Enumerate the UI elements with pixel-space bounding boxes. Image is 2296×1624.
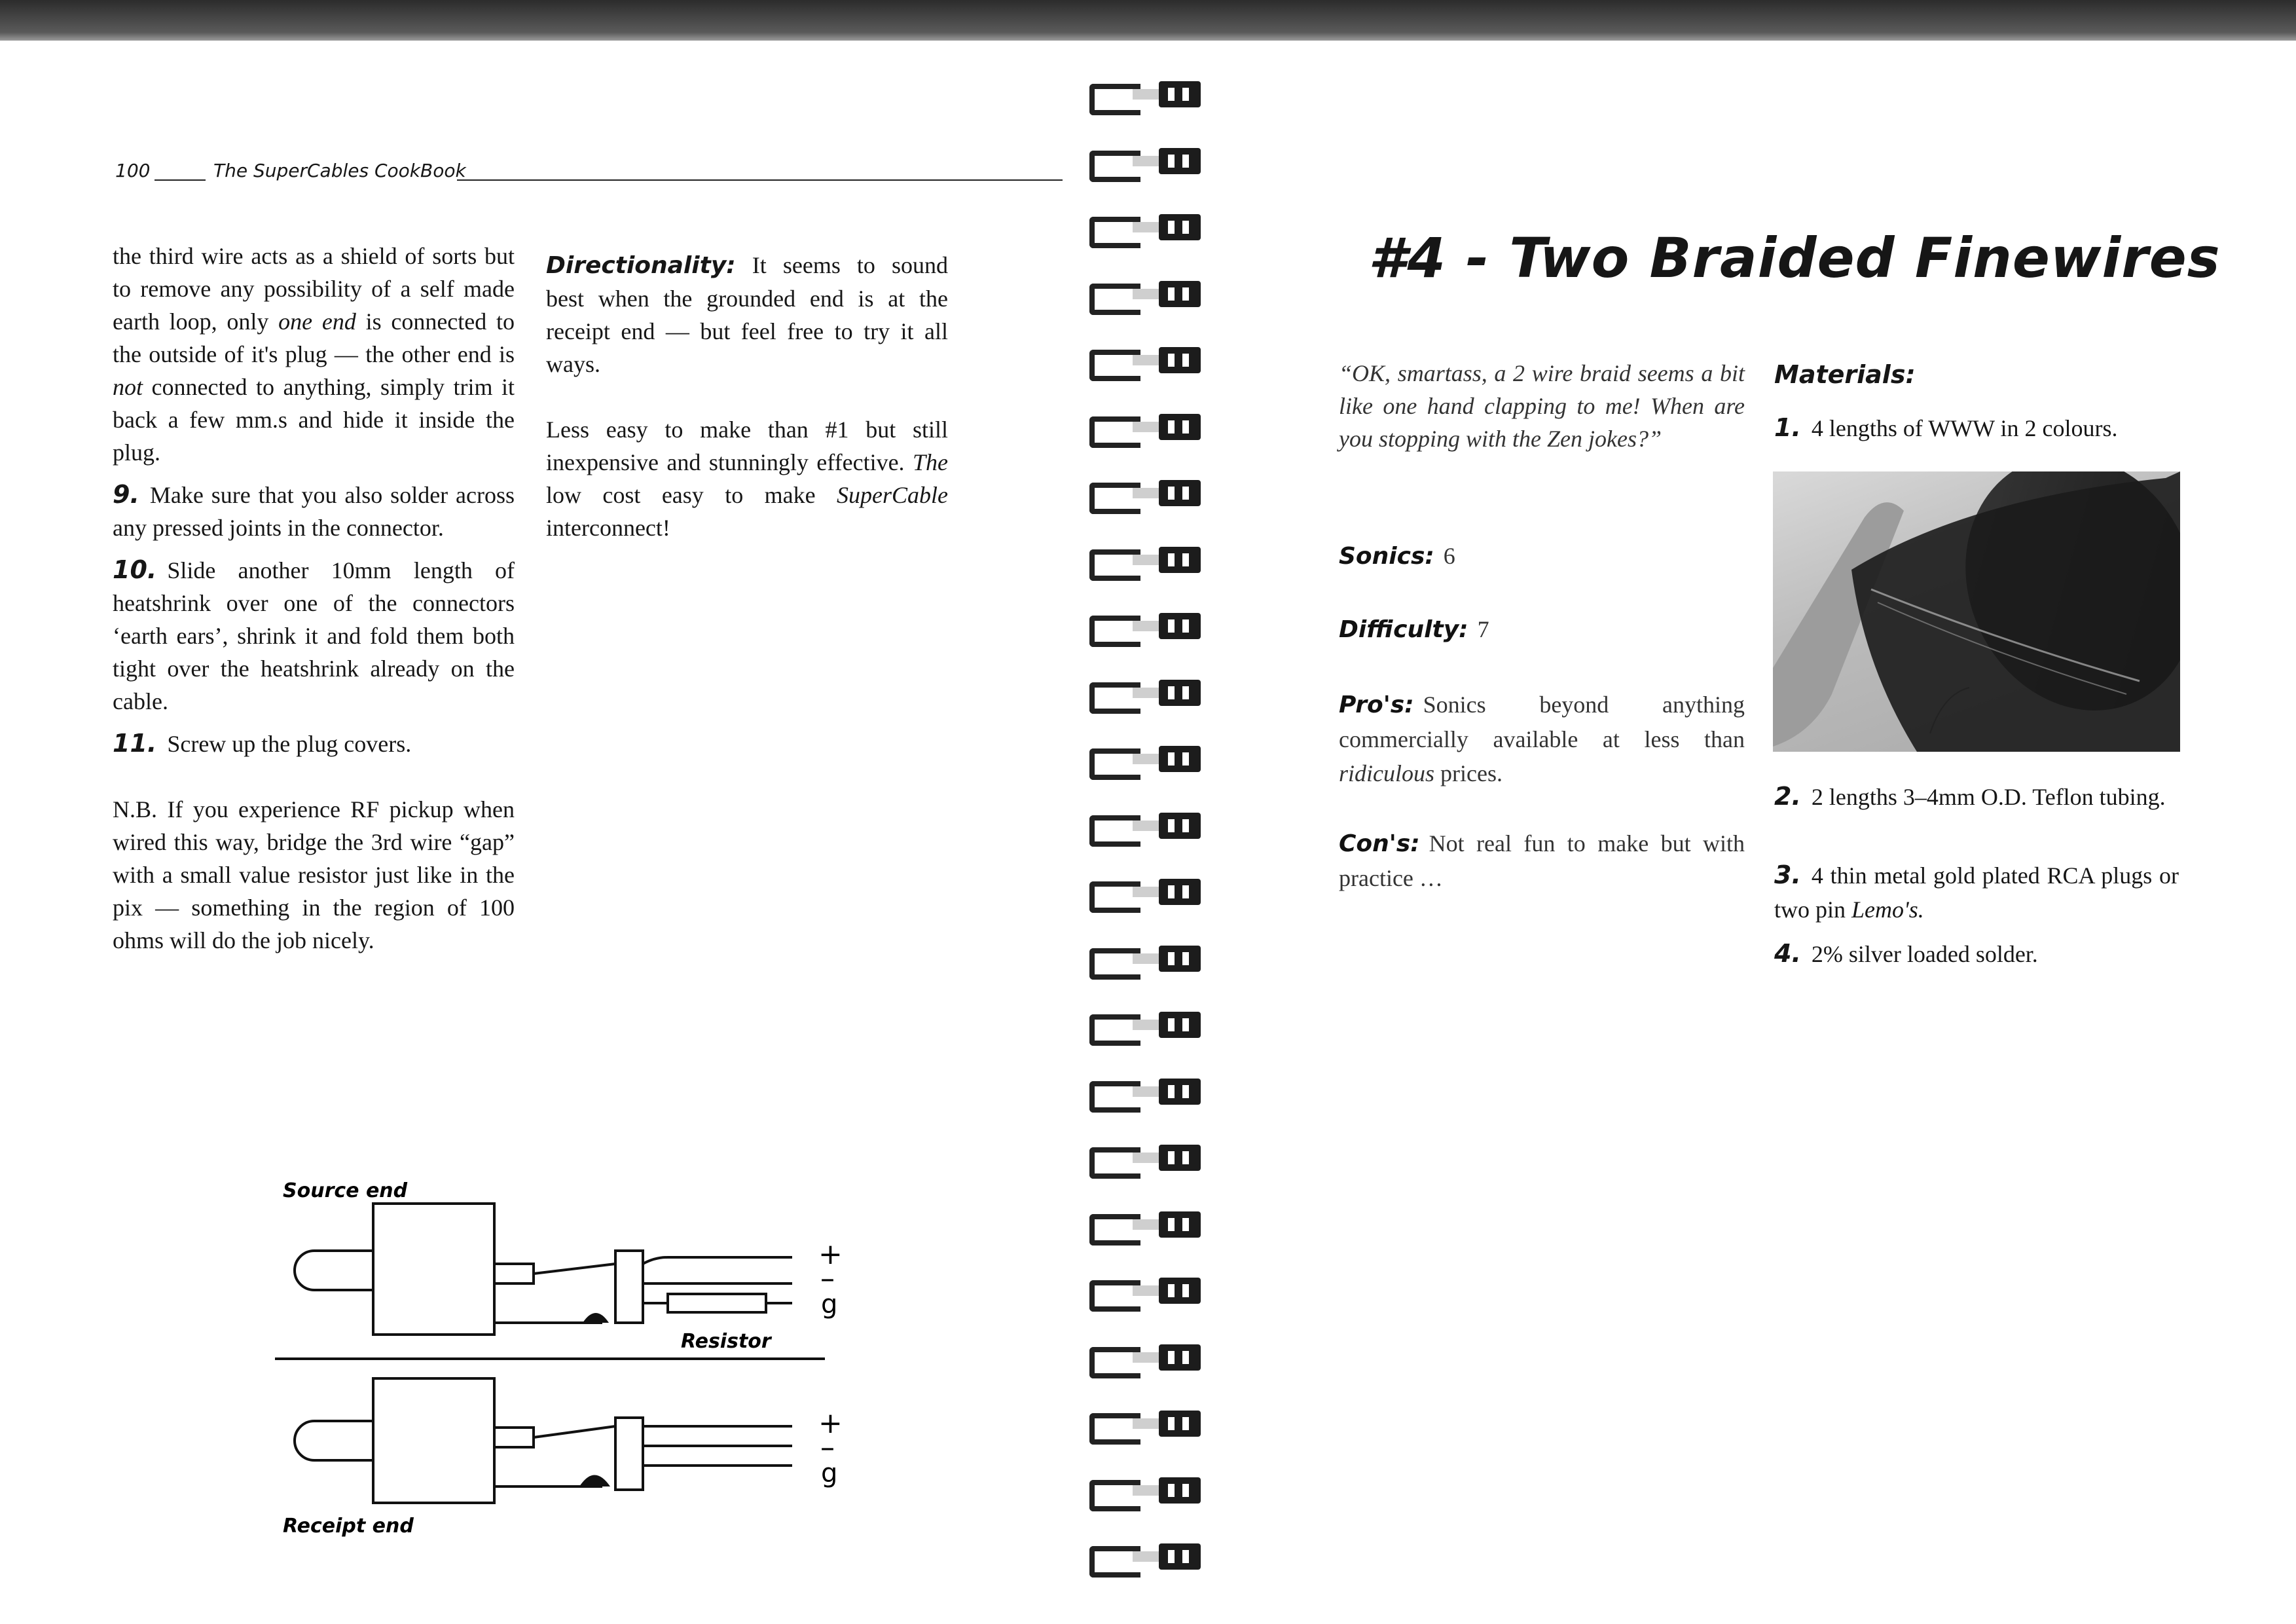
binding-loop [1087,743,1208,775]
binding-loop [1087,1142,1208,1173]
wiring-diagram [275,1166,864,1545]
directionality-paragraph: Directionality: It seems to sound best when the grounded end is at the receipt end — but feel free to try it all ways. [546,252,949,377]
binding-loop [1087,1275,1208,1306]
source-plug [295,1204,792,1335]
materials-heading: Materials: [1774,360,1916,389]
receipt-end-label: Receipt end [283,1515,414,1538]
resistor-symbol [668,1294,766,1312]
material-3: 3. 4 thin metal gold plated RCA plugs or two pin Lemo's. [1774,860,2179,923]
source-end-label: Source end [283,1179,408,1202]
recipe-title: #4 - Two Braided Finewires [1368,226,2221,290]
step-10: 10. Slide another 10mm length of heatshrink over one of the connectors ‘earth ears’, shrink it and fold them both tight over the heatshrink already on the cable. [113,555,515,714]
pros-paragraph: Pro's: Sonics beyond anything commercially available at less than ridiculous prices. [1339,692,1745,786]
binding-loop [1087,278,1208,310]
g-symbol-bottom: g [821,1458,838,1488]
minus-symbol-top: – [820,1262,835,1295]
paragraph-shield: the third wire acts as a shield of sorts but to remove any possibility of a self made earth loop, only one end is connected to the outside of it's plug — the other end is not connected to anything, simply trim it back a few mm.s and hide it inside the plug. [113,243,515,466]
binding-loop [1087,677,1208,709]
binding-loop [1087,79,1208,110]
sonics-value: 6 [1443,543,1455,569]
binding-loop [1087,477,1208,509]
resistor-label: Resistor [681,1330,771,1353]
spiral-binding [1087,79,1208,1624]
binding-loop [1087,810,1208,841]
summary-paragraph: Less easy to make than #1 but still inexpensive and stunningly effective. The low cost easy to make SuperCable interconnect! [546,416,948,541]
plus-symbol-bottom: + [818,1407,843,1440]
plus-symbol-top: + [818,1238,843,1271]
step-9: 9. Make sure that you also solder across any pressed joints in the connector. [113,480,515,541]
difficulty-rating [1339,612,1745,647]
binding-loop [1087,344,1208,376]
material-1: 1. 4 lengths of WWW in 2 colours. [1774,413,2118,442]
difficulty-value: 7 [1477,616,1489,642]
binding-loop [1087,1541,1208,1572]
book-title: The SuperCables CookBook [213,160,466,181]
running-header [115,160,948,186]
binding-loop [1087,1009,1208,1041]
pros-label: Pro's: [1339,692,1414,718]
material-2: 2. 2 lengths 3–4mm O.D. Teflon tubing. [1774,782,2166,811]
minus-symbol-bottom: – [820,1431,835,1464]
left-column-1 [113,240,515,957]
binding-loop [1087,943,1208,974]
left-column-2 [546,249,948,544]
header-rule-short [155,179,206,181]
binding-loop [1087,145,1208,177]
page-number: 100 [115,160,151,181]
binding-loop [1087,1408,1208,1439]
step-11: 11. Screw up the plug covers. [113,729,412,758]
binding-loop [1087,1076,1208,1107]
wire-spool-photo [1773,471,2180,752]
sonics-rating [1339,539,1745,574]
g-symbol-top: g [821,1289,838,1320]
binding-loop [1087,212,1208,243]
binding-loop [1087,876,1208,908]
cons-label: Con's: [1339,830,1420,857]
scan-top-edge [0,0,2296,41]
binding-loop [1087,1342,1208,1373]
binding-loop [1087,544,1208,576]
intro-quote: “OK, smartass, a 2 wire braid seems a bit like one hand clapping to me! When are you stopping with the Zen jokes?” [1339,360,1745,452]
binding-loop [1087,1209,1208,1240]
nb-paragraph: N.B. If you experience RF pickup when wired this way, bridge the 3rd wire “gap” with a small value resistor just like in the pix — something in the region of 100 ohms will do the job nicely. [113,796,515,953]
receipt-plug [295,1378,792,1503]
material-4: 4. 2% silver loaded solder. [1774,939,2038,968]
cons-paragraph: Con's: Not real fun to make but with practice … [1339,830,1745,891]
binding-loop [1087,411,1208,443]
binding-loop [1087,610,1208,642]
binding-loop [1087,1475,1208,1506]
header-rule-long [457,179,1063,181]
difficulty-label: Difficulty: [1339,616,1468,643]
directionality-label: Directionality: [546,252,736,279]
sonics-label: Sonics: [1339,543,1434,570]
